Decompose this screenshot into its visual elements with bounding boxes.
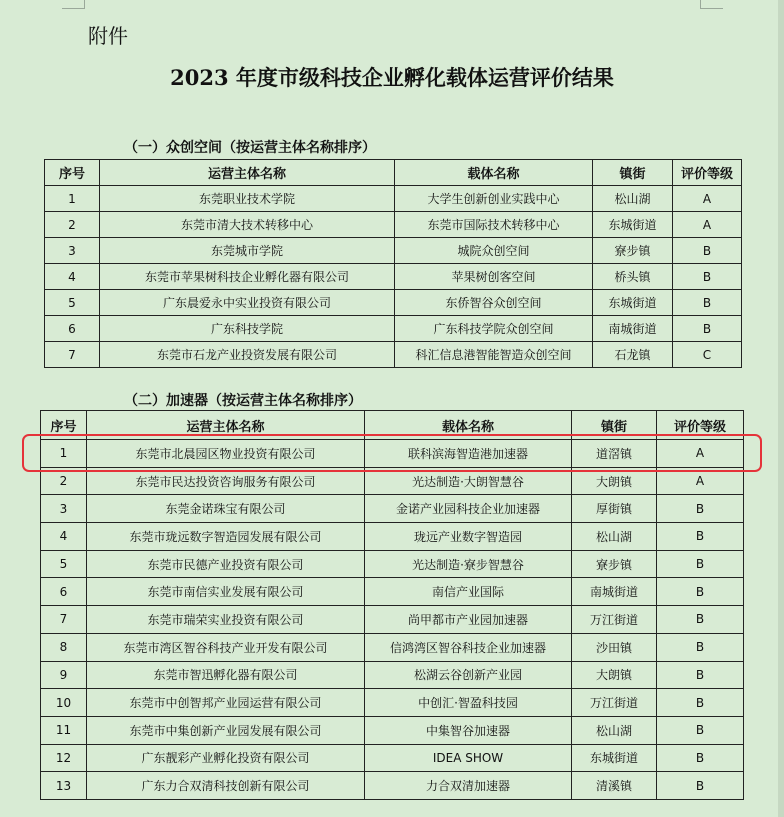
cell-town: 石龙镇 [593, 342, 673, 368]
cell-town: 桥头镇 [593, 264, 673, 290]
cell-town: 松山湖 [572, 523, 657, 551]
cell-grade: B [657, 689, 744, 717]
cell-town: 沙田镇 [572, 633, 657, 661]
cell-no: 7 [41, 606, 87, 634]
table-row [45, 238, 742, 264]
cell-town: 道滘镇 [572, 440, 657, 468]
cell-grade: B [673, 290, 742, 316]
cell-carrier: 尚甲都市产业园加速器 [365, 606, 572, 634]
cell-no: 9 [41, 661, 87, 689]
cell-operator: 广东晨爱永中实业投资有限公司 [100, 290, 395, 316]
cell-no: 2 [45, 212, 100, 238]
cell-carrier: 中创汇·智盈科技园 [365, 689, 572, 717]
cell-carrier: 金诺产业园科技企业加速器 [365, 495, 572, 523]
cell-carrier: 广东科技学院众创空间 [395, 316, 593, 342]
section1-title: （一）众创空间（按运营主体名称排序） [124, 140, 376, 156]
cell-town: 东城街道 [572, 744, 657, 772]
cell-town: 万江街道 [572, 689, 657, 717]
header-grade: 评价等级 [673, 160, 742, 186]
header-carrier: 载体名称 [365, 411, 572, 440]
table-row [45, 212, 742, 238]
cell-operator: 广东科技学院 [100, 316, 395, 342]
cell-carrier: 东莞市国际技术转移中心 [395, 212, 593, 238]
table-row [41, 495, 744, 523]
table-row [41, 744, 744, 772]
cell-grade: A [657, 440, 744, 468]
cell-no: 2 [41, 467, 87, 495]
cell-grade: B [657, 633, 744, 661]
cell-carrier: 光达制造·大朗智慧谷 [365, 467, 572, 495]
cell-town: 东城街道 [593, 290, 673, 316]
header-carrier: 载体名称 [395, 160, 593, 186]
header-town: 镇街 [572, 411, 657, 440]
cell-carrier: IDEA SHOW [365, 744, 572, 772]
document-title: 2023 年度市级科技企业孵化载体运营评价结果 [170, 65, 614, 90]
cell-no: 6 [45, 316, 100, 342]
cell-carrier: 信鸿湾区智谷科技企业加速器 [365, 633, 572, 661]
cell-carrier: 松湖云谷创新产业园 [365, 661, 572, 689]
cell-grade: B [657, 495, 744, 523]
table-row [45, 290, 742, 316]
cell-carrier: 科汇信息港智能智造众创空间 [395, 342, 593, 368]
cell-no: 13 [41, 772, 87, 800]
table-row [41, 467, 744, 495]
page-corner-mark-left [62, 0, 85, 9]
cell-no: 12 [41, 744, 87, 772]
table-row [45, 316, 742, 342]
section2-title: （二）加速器（按运营主体名称排序） [124, 393, 362, 409]
cell-operator: 东莞市民德产业投资有限公司 [87, 550, 365, 578]
cell-operator: 东莞市民达投资咨询服务有限公司 [87, 467, 365, 495]
cell-no: 1 [41, 440, 87, 468]
cell-town: 厚街镇 [572, 495, 657, 523]
cell-no: 5 [41, 550, 87, 578]
table-row [45, 186, 742, 212]
cell-operator: 东莞市清大技术转移中心 [100, 212, 395, 238]
cell-no: 3 [45, 238, 100, 264]
cell-operator: 东莞市北晨园区物业投资有限公司 [87, 440, 365, 468]
cell-carrier: 力合双清加速器 [365, 772, 572, 800]
cell-town: 松山湖 [593, 186, 673, 212]
header-index: 序号 [45, 160, 100, 186]
cell-grade: B [657, 606, 744, 634]
cell-town: 寮步镇 [593, 238, 673, 264]
cell-town: 大朗镇 [572, 661, 657, 689]
cell-operator: 东莞市南信实业发展有限公司 [87, 578, 365, 606]
cell-grade: B [657, 523, 744, 551]
cell-town: 万江街道 [572, 606, 657, 634]
cell-no: 11 [41, 716, 87, 744]
cell-operator: 东莞城市学院 [100, 238, 395, 264]
header-operator: 运营主体名称 [100, 160, 395, 186]
cell-no: 10 [41, 689, 87, 717]
cell-grade: B [657, 550, 744, 578]
page-edge [778, 0, 784, 817]
table-header-row [45, 160, 742, 186]
cell-carrier: 大学生创新创业实践中心 [395, 186, 593, 212]
table-row [41, 689, 744, 717]
cell-grade: B [673, 264, 742, 290]
cell-operator: 东莞职业技术学院 [100, 186, 395, 212]
cell-carrier: 光达制造·寮步智慧谷 [365, 550, 572, 578]
cell-grade: B [657, 772, 744, 800]
table-row [41, 578, 744, 606]
table-row [41, 661, 744, 689]
maker-space-table [44, 159, 742, 368]
cell-no: 1 [45, 186, 100, 212]
cell-carrier: 南信产业国际 [365, 578, 572, 606]
cell-operator: 东莞市中创智邦产业园运营有限公司 [87, 689, 365, 717]
table-row [41, 772, 744, 800]
cell-operator: 东莞市中集创新产业园发展有限公司 [87, 716, 365, 744]
cell-town: 清溪镇 [572, 772, 657, 800]
cell-grade: C [673, 342, 742, 368]
cell-town: 南城街道 [593, 316, 673, 342]
cell-operator: 东莞市苹果树科技企业孵化器有限公司 [100, 264, 395, 290]
table-row [41, 550, 744, 578]
cell-carrier: 中集智谷加速器 [365, 716, 572, 744]
cell-operator: 广东靓彩产业孵化投资有限公司 [87, 744, 365, 772]
cell-grade: A [673, 186, 742, 212]
cell-operator: 东莞金诺珠宝有限公司 [87, 495, 365, 523]
cell-no: 8 [41, 633, 87, 661]
cell-no: 3 [41, 495, 87, 523]
attachment-label: 附件 [88, 24, 128, 48]
cell-operator: 东莞市石龙产业投资发展有限公司 [100, 342, 395, 368]
cell-grade: B [657, 661, 744, 689]
cell-grade: A [673, 212, 742, 238]
table-row [45, 342, 742, 368]
table-row [41, 440, 744, 468]
cell-carrier: 城院众创空间 [395, 238, 593, 264]
cell-no: 4 [41, 523, 87, 551]
cell-town: 东城街道 [593, 212, 673, 238]
cell-town: 南城街道 [572, 578, 657, 606]
cell-operator: 东莞市湾区智谷科技产业开发有限公司 [87, 633, 365, 661]
cell-grade: B [673, 316, 742, 342]
cell-no: 6 [41, 578, 87, 606]
cell-operator: 东莞市智迅孵化器有限公司 [87, 661, 365, 689]
cell-town: 大朗镇 [572, 467, 657, 495]
cell-carrier: 苹果树创客空间 [395, 264, 593, 290]
cell-grade: A [657, 467, 744, 495]
header-index: 序号 [41, 411, 87, 440]
table-row [41, 716, 744, 744]
table-row [41, 523, 744, 551]
cell-operator: 东莞市珑远数字智造园发展有限公司 [87, 523, 365, 551]
table-row [45, 264, 742, 290]
cell-grade: B [657, 578, 744, 606]
cell-grade: B [657, 716, 744, 744]
cell-operator: 广东力合双清科技创新有限公司 [87, 772, 365, 800]
header-operator: 运营主体名称 [87, 411, 365, 440]
cell-grade: B [657, 744, 744, 772]
page-corner-mark-right [700, 0, 723, 9]
cell-town: 寮步镇 [572, 550, 657, 578]
cell-no: 7 [45, 342, 100, 368]
accelerator-table [40, 410, 744, 800]
cell-carrier: 联科滨海智造港加速器 [365, 440, 572, 468]
header-grade: 评价等级 [657, 411, 744, 440]
table-row [41, 606, 744, 634]
cell-no: 5 [45, 290, 100, 316]
cell-carrier: 珑远产业数字智造园 [365, 523, 572, 551]
cell-carrier: 东侨智谷众创空间 [395, 290, 593, 316]
table-row [41, 633, 744, 661]
table-header-row [41, 411, 744, 440]
cell-town: 松山湖 [572, 716, 657, 744]
header-town: 镇街 [593, 160, 673, 186]
cell-grade: B [673, 238, 742, 264]
cell-operator: 东莞市瑞荣实业投资有限公司 [87, 606, 365, 634]
cell-no: 4 [45, 264, 100, 290]
